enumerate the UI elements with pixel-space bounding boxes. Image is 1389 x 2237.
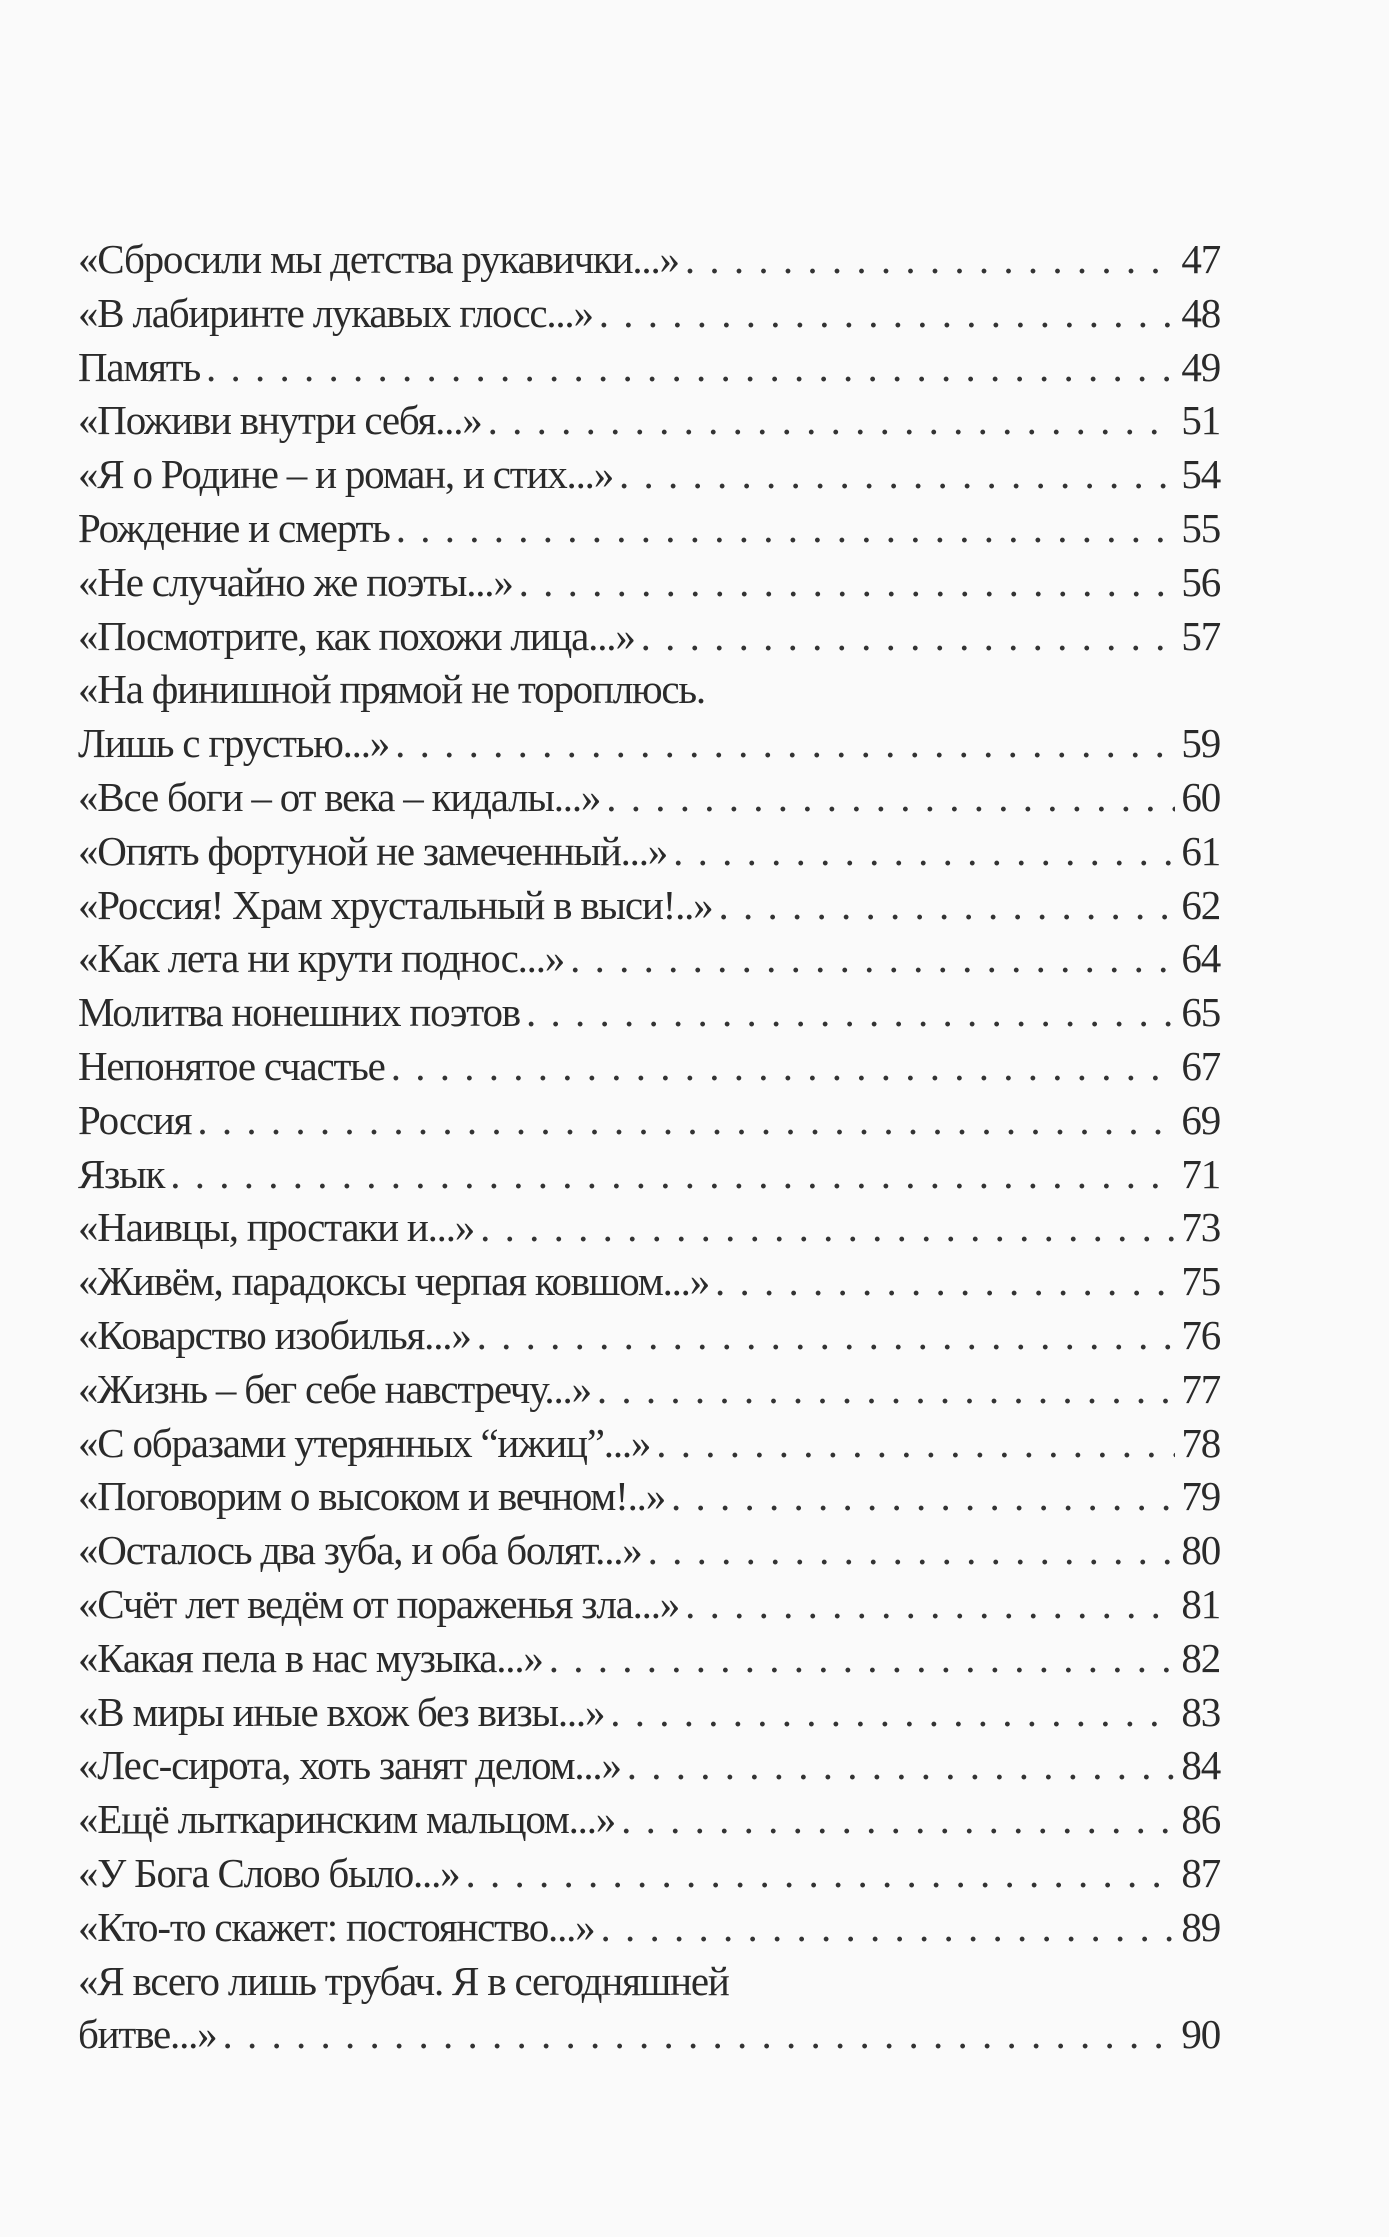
toc-entry-page-number: 87 xyxy=(1181,1849,1220,1896)
toc-entry xyxy=(78,717,1220,771)
toc-entry xyxy=(78,1793,1220,1847)
toc-entry-title: Лишь с грустью...» xyxy=(78,720,390,767)
toc-entry-page-number: 64 xyxy=(1181,935,1220,982)
dot-leader xyxy=(170,1148,1175,1202)
toc-entry-title: «Опять фортуной не замеченный...» xyxy=(78,827,668,874)
toc-entry-page-number: 75 xyxy=(1181,1258,1220,1305)
dot-leader xyxy=(477,1309,1176,1363)
dot-leader xyxy=(671,1470,1175,1524)
toc-entry xyxy=(78,1255,1220,1309)
toc-entry-title: «Счёт лет ведём от пораженья зла...» xyxy=(78,1580,680,1627)
toc-entry-title: «В миры иные вхож без визы...» xyxy=(78,1688,605,1735)
toc-entry xyxy=(78,448,1220,502)
toc-entry-title: «У Бога Слово было...» xyxy=(78,1849,460,1896)
dot-leader xyxy=(627,1739,1176,1793)
toc-entry-title: «Сбросили мы детства рукавички...» xyxy=(78,236,679,282)
dot-leader xyxy=(718,879,1175,933)
dot-leader xyxy=(619,448,1175,502)
toc-entry-page-number: 71 xyxy=(1181,1150,1220,1197)
dot-leader xyxy=(488,394,1176,448)
toc-entry xyxy=(78,1094,1220,1148)
toc-entry xyxy=(78,1739,1220,1793)
toc-entry-page-number: 78 xyxy=(1181,1419,1220,1466)
toc-entry-page-number: 59 xyxy=(1181,720,1220,767)
toc-entry-page-number: 48 xyxy=(1181,289,1220,336)
toc-entry-page-number: 90 xyxy=(1181,2011,1220,2058)
toc-entry-title: «Коварство изобилья...» xyxy=(78,1311,471,1358)
dot-leader xyxy=(597,1363,1176,1417)
toc-entry-page-number: 51 xyxy=(1181,397,1220,444)
toc-entry xyxy=(78,1040,1220,1094)
toc-entry-page-number: 80 xyxy=(1181,1527,1220,1574)
dot-leader xyxy=(685,233,1176,287)
toc-entry-title: Россия xyxy=(78,1096,192,1143)
toc-entry-page-number: 61 xyxy=(1181,827,1220,874)
dot-leader xyxy=(648,1524,1176,1578)
dot-leader xyxy=(395,717,1175,771)
toc-entry xyxy=(78,879,1220,933)
toc-entry-title: Память xyxy=(78,343,201,390)
dot-leader xyxy=(549,1632,1176,1686)
toc-entry-title: «В лабиринте лукавых глосс...» xyxy=(78,289,593,336)
dot-leader xyxy=(391,1040,1176,1094)
toc-entry xyxy=(78,825,1220,879)
dot-leader xyxy=(599,287,1176,341)
toc-entry-title: «Я всего лишь трубач. Я в сегодняшней xyxy=(78,1957,729,2004)
toc-entry-title: «Все боги – от века – кидалы...» xyxy=(78,773,601,820)
toc-entry-page-number: 60 xyxy=(1181,773,1220,820)
toc-entry-page-number: 76 xyxy=(1181,1311,1220,1358)
toc-entry-title: «Поговорим о высоком и вечном!..» xyxy=(78,1473,665,1520)
toc-entry-title: «На финишной прямой не тороплюсь. xyxy=(78,666,705,713)
toc-entry xyxy=(78,986,1220,1040)
toc-entry xyxy=(78,1901,1220,1955)
dot-leader xyxy=(206,341,1175,395)
toc-entry xyxy=(78,1309,1220,1363)
toc-entry-title: «Ещё лыткаринским мальцом...» xyxy=(78,1796,616,1843)
dot-leader xyxy=(465,1847,1175,1901)
toc-entry-title: Молитва нонешних поэтов xyxy=(78,989,520,1036)
toc-entry-title: «Кто-то скажет: постоянство...» xyxy=(78,1903,595,1950)
dot-leader xyxy=(715,1255,1175,1309)
toc-entry xyxy=(78,1686,1220,1740)
dot-leader xyxy=(480,1201,1175,1255)
toc-entry-title: «Как лета ни крути поднос...» xyxy=(78,935,565,982)
toc-entry-title: Язык xyxy=(78,1150,165,1197)
toc-entry-title: «Лес-сирота, хоть занят делом...» xyxy=(78,1742,621,1789)
toc-entry-title: «Осталось два зуба, и оба болят...» xyxy=(78,1527,642,1574)
toc-entry-title: «Не случайно же поэты...» xyxy=(78,558,513,605)
toc-entry-title: Рождение и смерть xyxy=(78,504,390,551)
dot-leader xyxy=(656,1417,1175,1471)
toc-entry-page-number: 83 xyxy=(1181,1688,1220,1735)
toc-entry xyxy=(78,1847,1220,1901)
table-of-contents xyxy=(78,233,1220,2062)
toc-entry-title: Непонятое счастье xyxy=(78,1042,385,1089)
toc-entry-title: «Я о Родине – и роман, и стих...» xyxy=(78,451,614,498)
toc-entry-title: «Какая пела в нас музыка...» xyxy=(78,1634,543,1681)
toc-entry-page-number: 89 xyxy=(1181,1903,1220,1950)
toc-entry-title: «Наивцы, простаки и...» xyxy=(78,1204,475,1251)
toc-entry-page-number: 67 xyxy=(1181,1042,1220,1089)
dot-leader xyxy=(526,986,1175,1040)
dot-leader xyxy=(570,932,1175,986)
toc-entry xyxy=(78,1955,1220,2009)
toc-entry xyxy=(78,287,1220,341)
toc-entry-title: «Посмотрите, как похожи лица...» xyxy=(78,612,635,659)
toc-entry xyxy=(78,771,1220,825)
toc-entry xyxy=(78,610,1220,664)
toc-entry xyxy=(78,502,1220,556)
dot-leader xyxy=(223,2008,1176,2062)
dot-leader xyxy=(519,556,1176,610)
toc-entry xyxy=(78,1632,1220,1686)
toc-entry-title: битве...» xyxy=(78,2011,217,2058)
toc-entry-page-number: 55 xyxy=(1181,504,1220,551)
toc-entry-page-number: 47 xyxy=(1181,236,1220,282)
toc-entry xyxy=(78,1363,1220,1417)
toc-entry xyxy=(78,1201,1220,1255)
toc-entry xyxy=(78,1470,1220,1524)
toc-entry-page-number: 69 xyxy=(1181,1096,1220,1143)
toc-entry xyxy=(78,233,1220,287)
toc-entry-page-number: 86 xyxy=(1181,1796,1220,1843)
toc-entry-title: «С образами утерянных “ижиц”...» xyxy=(78,1419,651,1466)
toc-entry-page-number: 56 xyxy=(1181,558,1220,605)
toc-entry xyxy=(78,1578,1220,1632)
toc-entry-page-number: 77 xyxy=(1181,1365,1220,1412)
dot-leader xyxy=(685,1578,1175,1632)
toc-entry-title: «Живём, парадоксы черпая ковшом...» xyxy=(78,1258,710,1305)
toc-entry xyxy=(78,1524,1220,1578)
toc-entry-page-number: 82 xyxy=(1181,1634,1220,1681)
toc-entry-page-number: 84 xyxy=(1181,1742,1220,1789)
toc-entry xyxy=(78,1148,1220,1202)
toc-entry xyxy=(78,932,1220,986)
dot-leader xyxy=(641,610,1176,664)
toc-entry xyxy=(78,1417,1220,1471)
toc-entry-page-number: 73 xyxy=(1181,1204,1220,1251)
dot-leader xyxy=(600,1901,1175,1955)
dot-leader xyxy=(396,502,1176,556)
toc-entry-page-number: 81 xyxy=(1181,1580,1220,1627)
toc-entry-title: «Россия! Храм хрустальный в выси!..» xyxy=(78,881,713,928)
toc-entry-page-number: 79 xyxy=(1181,1473,1220,1520)
toc-entry xyxy=(78,2008,1220,2062)
toc-entry-title: «Жизнь – бег себе навстречу...» xyxy=(78,1365,591,1412)
dot-leader xyxy=(606,771,1175,825)
toc-entry-page-number: 54 xyxy=(1181,451,1220,498)
toc-entry-page-number: 65 xyxy=(1181,989,1220,1036)
dot-leader xyxy=(621,1793,1175,1847)
toc-entry xyxy=(78,556,1220,610)
dot-leader xyxy=(610,1686,1175,1740)
dot-leader xyxy=(673,825,1175,879)
toc-entry-page-number: 62 xyxy=(1181,881,1220,928)
toc-entry-title: «Поживи внутри себя...» xyxy=(78,397,482,444)
dot-leader xyxy=(197,1094,1175,1148)
toc-entry xyxy=(78,341,1220,395)
toc-entry xyxy=(78,663,1220,717)
toc-entry-page-number: 49 xyxy=(1181,343,1220,390)
toc-entry xyxy=(78,394,1220,448)
toc-entry-page-number: 57 xyxy=(1181,612,1220,659)
